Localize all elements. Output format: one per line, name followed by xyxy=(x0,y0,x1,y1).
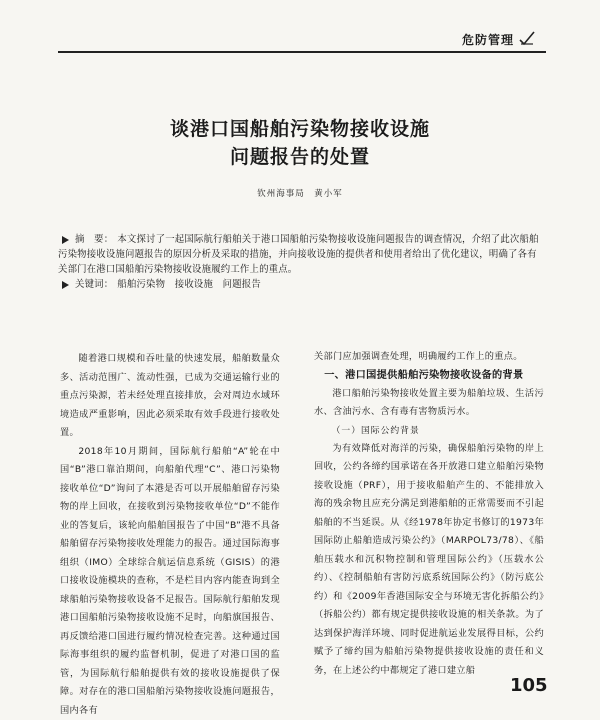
section-label: 危防管理 xyxy=(462,31,514,48)
body-paragraph-continued: 关部门应加强调查处理，明确履约工作上的重点。 xyxy=(314,348,544,367)
section-heading: 一、港口国提供船舶污染物接收设备的背景 xyxy=(314,367,544,385)
body-paragraph: 2018年10月期间，国际航行船舶“A”轮在中国“B”港口靠泊期间，向船舶代理“C”、港口污染物接收单位“D”询问了本港是否可以开展船舶留存污染物的岸上回收，在接收到污染物接收单位“D”不能作业的答复后，该轮向船舶国报告了中国“B”港不具备船舶留存污染物接收处理能力的报告。通过国际海事组织（IMO）全球综合航运信息系统（GISIS）的港口接收设施模块的查称，不是栏目内容内能查询到全球船舶污染物接收设备不足报告。国际航行船舶发现港口国船舶污染物接收设施不足时，向船旗国报告、再反馈给港口国进行履约情况检查完善。这种通过国际海事组织的履约监督机制，促进了对港口国的监管，为国际航行船舶提供有效的接收设施提供了保障。对存在的港口国船舶污染物接收设施问题报告，国内各有 xyxy=(60,443,280,720)
body-paragraph: 随着港口规模和吞吐量的快速发展，船舶数量众多、活动范围广、流动性强，已成为交通运输行业的重点污染源，若未经处理直接排放，会对周边水域环境造成严重影响，因此必须采取有效手段进行接收处置。 xyxy=(60,350,280,443)
body-paragraph: 为有效降低对海洋的污染，确保船舶污染物的岸上回收，公约各缔约国承诺在各开放港口建立船舶污染物接收设施（PRF），用于接收船舶产生的、不能排放入海的残余物且应充分满足到港船舶的正常需要而不引起船舶的不当延误。从《经1978年协定书修订的1973年国际防止船舶造成污染公约》（MARPOL73/78）、《船舶压载水和沉积物控制和管理国际公约》（压载水公约）、《控制船舶有害防污底系统国际公约》（防污底公约）和《2009年香港国际安全与环境无害化拆船公约》（拆船公约）都有规定提供接收设施的相关条款。为了达到保护海洋环境、同时促进航运业发展得目标，公约赋予了缔约国为船舶污染物提供接收设施的责任和义务，在上述公约中都规定了港口建立船 xyxy=(314,440,544,681)
pen-check-icon xyxy=(519,30,535,46)
article-title-line1: 谈港口国船舶污染物接收设施 xyxy=(0,114,600,141)
body-column-right xyxy=(314,348,544,680)
article-title-line2: 问题报告的处置 xyxy=(0,142,600,169)
body-column-left xyxy=(60,350,280,720)
triangle-bullet-icon xyxy=(62,236,69,244)
abstract-paragraph xyxy=(58,232,546,277)
keywords-text: 船舶污染物 接收设施 问题报告 xyxy=(117,279,261,290)
abstract-text: 本文探讨了一起国际航行船舶关于港口国船舶污染物接收设施问题报告的调查情况，介绍了此次船舶污染物接收设施问题报告的原因分析及采取的措施，并向接收设施的提供者和使用者给出了优化建议，明确了各有关部门在港口国船舶污染物接收设施履约工作上的重点。 xyxy=(58,234,539,275)
keywords-paragraph xyxy=(58,277,546,292)
subsection-heading: （一）国际公约背景 xyxy=(314,422,544,440)
keywords-label: 关键词： xyxy=(75,279,113,290)
body-paragraph: 港口船舶污染物接收处置主要为船舶垃圾、生活污水、含油污水、含有毒有害物质污水。 xyxy=(314,385,544,422)
page-number: 105 xyxy=(510,675,548,696)
abstract-label: 摘 要： xyxy=(75,234,113,245)
abstract-block xyxy=(58,232,546,292)
header-rule xyxy=(58,51,546,53)
triangle-bullet-icon xyxy=(62,281,69,289)
author-byline: 钦州海事局 黄小军 xyxy=(0,187,600,199)
